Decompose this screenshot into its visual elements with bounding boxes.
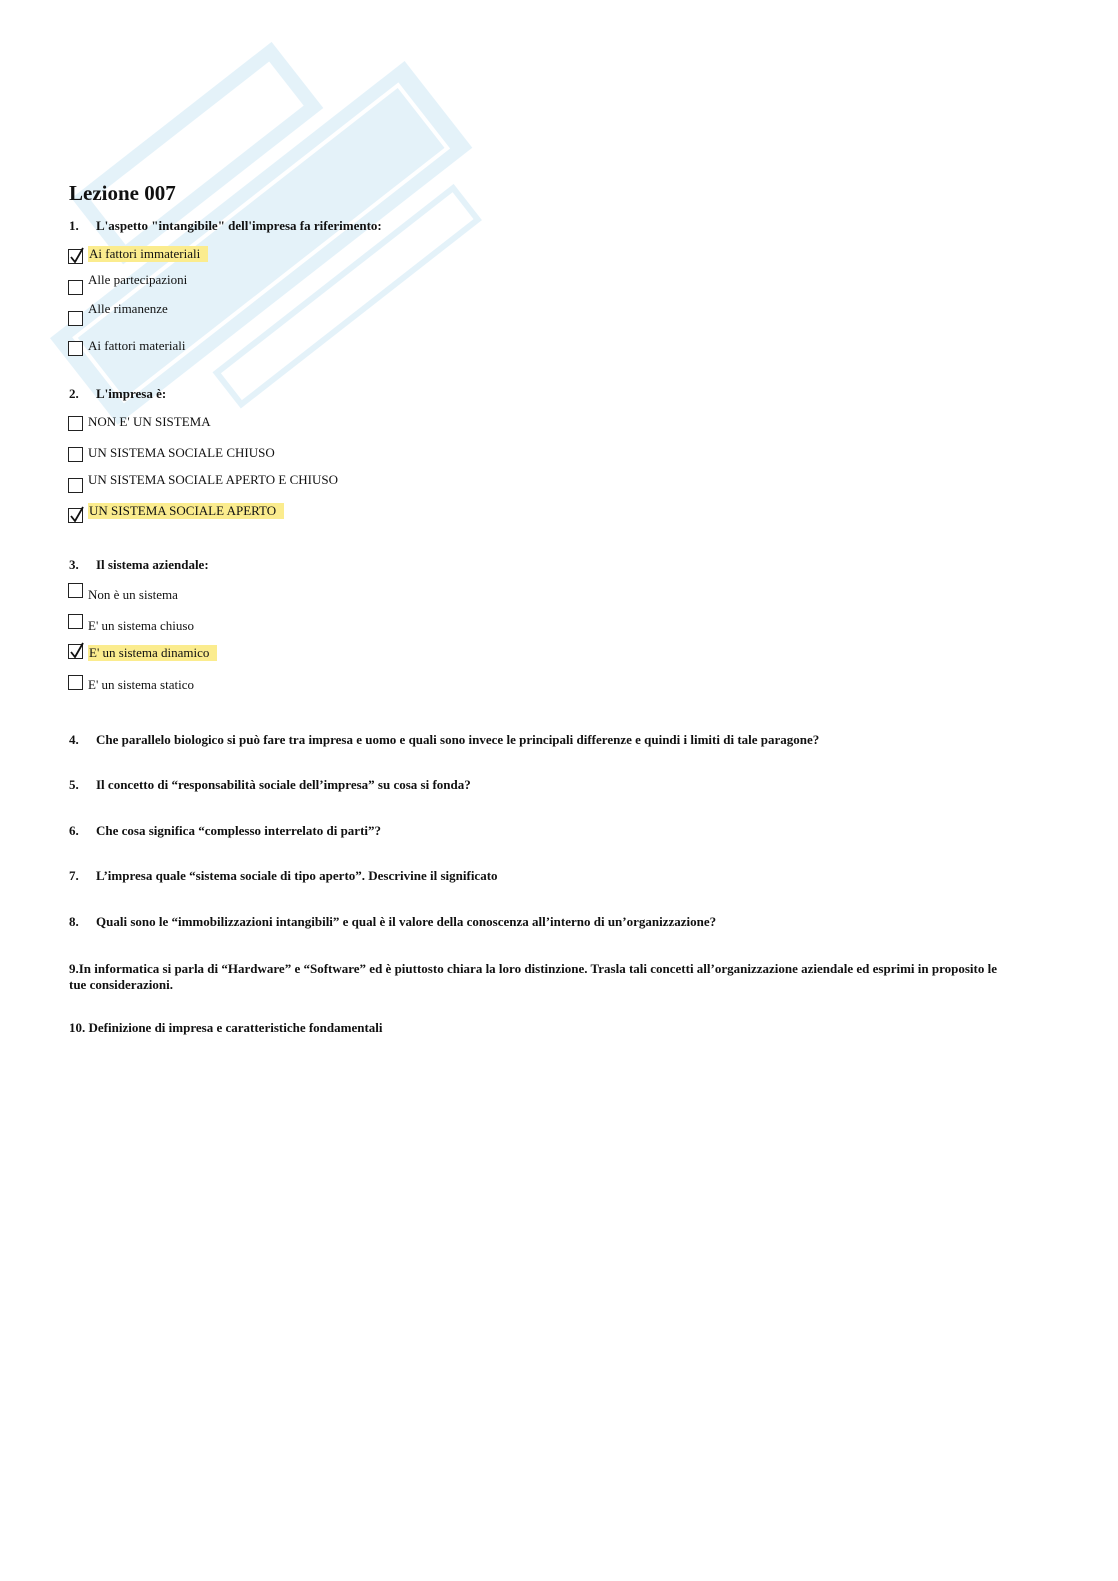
checkmark-icon[interactable] (68, 508, 83, 523)
question-text: L'impresa è: (96, 386, 167, 401)
checkmark-icon[interactable] (68, 249, 83, 264)
question-6 (69, 823, 381, 839)
question-number: 6. (69, 823, 79, 838)
option-label: Non è un sistema (88, 587, 178, 602)
question-text: Che cosa significa “complesso interrelato di parti”? (96, 823, 382, 838)
question-10 (69, 1020, 383, 1036)
question-4 (69, 732, 819, 748)
question-text: Quali sono le “immobilizzazioni intangibili” e qual è il valore della conoscenza all’interno di un’organizzazione? (96, 914, 717, 929)
question-number: 5. (69, 777, 79, 792)
watermark-logo (20, 40, 490, 430)
question-text: Il concetto di “responsabilità sociale dell’impresa” su cosa si fonda? (96, 777, 471, 792)
question-text: Il sistema aziendale: (96, 557, 209, 572)
question-text: L'aspetto "intangibile" dell'impresa fa riferimento: (96, 218, 382, 233)
option-label: E' un sistema chiuso (88, 618, 194, 633)
option-label: Ai fattori immateriali (88, 246, 208, 262)
question-number: 4. (69, 732, 79, 747)
page-title: Lezione 007 (69, 181, 176, 205)
empty-checkbox-icon[interactable] (68, 447, 83, 462)
question-number: 2. (69, 386, 79, 401)
question-7 (69, 868, 498, 884)
question-text: In informatica si parla di “Hardware” e “Software” ed è piuttosto chiara la loro distinzione. Trasla tali concetti all’organizzazione aziendale ed esprimi in proposito le tue considerazioni. (69, 961, 997, 992)
question-number: 3. (69, 557, 79, 572)
empty-checkbox-icon[interactable] (68, 478, 83, 493)
option-label: UN SISTEMA SOCIALE APERTO E CHIUSO (88, 472, 338, 487)
empty-checkbox-icon[interactable] (68, 341, 83, 356)
option-label: Alle partecipazioni (88, 272, 188, 287)
empty-checkbox-icon[interactable] (68, 614, 83, 629)
option-label: Alle rimanenze (88, 301, 168, 316)
question-number: 1. (69, 218, 79, 233)
option-label: E' un sistema statico (88, 677, 194, 692)
question-2 (69, 386, 166, 402)
empty-checkbox-icon[interactable] (68, 583, 83, 598)
question-text: Che parallelo biologico si può fare tra impresa e uomo e quali sono invece le principali differenze e quindi i limiti di tale paragone? (96, 732, 820, 747)
question-text: Definizione di impresa e caratteristiche fondamentali (88, 1020, 383, 1035)
empty-checkbox-icon[interactable] (68, 280, 83, 295)
question-text: L’impresa quale “sistema sociale di tipo aperto”. Descrivine il significato (96, 868, 498, 883)
question-8 (69, 914, 716, 930)
question-1 (69, 218, 382, 234)
question-number: 10. (69, 1020, 86, 1035)
empty-checkbox-icon[interactable] (68, 675, 83, 690)
option-label: Ai fattori materiali (88, 338, 186, 353)
question-number: 7. (69, 868, 79, 883)
option-label: E' un sistema dinamico (88, 645, 217, 661)
option-label: NON E' UN SISTEMA (88, 414, 211, 429)
empty-checkbox-icon[interactable] (68, 416, 83, 431)
question-5 (69, 777, 471, 793)
empty-checkbox-icon[interactable] (68, 311, 83, 326)
question-number: 9. (69, 961, 79, 976)
checkmark-icon[interactable] (68, 644, 83, 659)
option-label: UN SISTEMA SOCIALE APERTO (88, 503, 284, 519)
option-label: UN SISTEMA SOCIALE CHIUSO (88, 445, 275, 460)
question-number: 8. (69, 914, 79, 929)
question-3 (69, 557, 209, 573)
question-9 (69, 961, 999, 993)
